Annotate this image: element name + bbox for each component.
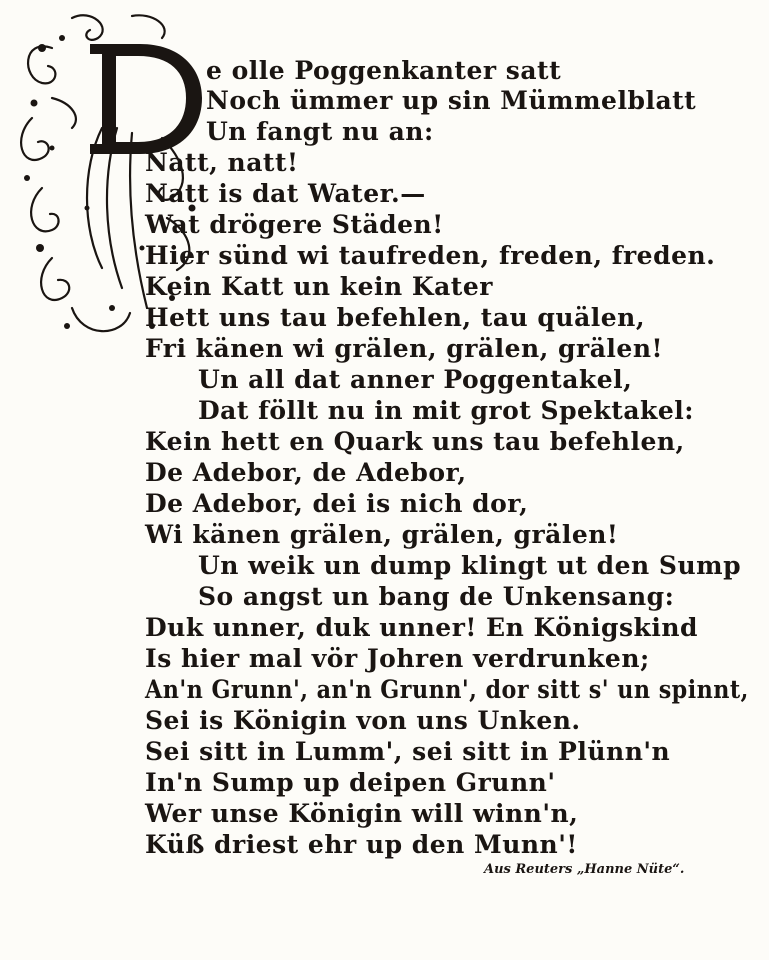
poem-line: So angst un bang de Unkensang: xyxy=(198,582,675,611)
poem-line: e olle Poggenkanter satt xyxy=(206,56,562,85)
poem-line: Natt is dat Water.— xyxy=(145,179,426,208)
poem-line: Un fangt nu an: xyxy=(206,117,434,146)
poem-line: Natt, natt! xyxy=(145,148,299,177)
poem-line: Hett uns tau befehlen, tau quälen, xyxy=(145,303,646,332)
poem-line: Wat drögere Städen! xyxy=(145,210,444,239)
poem-line: Un all dat anner Poggentakel, xyxy=(198,365,633,394)
poem-line: Kein Katt un kein Kater xyxy=(145,272,493,301)
poem-line: Un weik un dump klingt ut den Sump xyxy=(198,551,742,580)
poem-line: Hier sünd wi taufreden, freden, freden. xyxy=(145,241,716,270)
poem-line: Duk unner, duk unner! En Königskind xyxy=(145,613,699,642)
poem-line: Küß driest ehr up den Munn'! xyxy=(145,830,578,859)
poem-line: Wi känen grälen, grälen, grälen! xyxy=(145,520,619,549)
poem-line: Noch ümmer up sin Mümmelblatt xyxy=(206,86,697,115)
poem-line: In'n Sump up deipen Grunn' xyxy=(145,768,556,797)
poem-line: Is hier mal vör Johren verdrunken; xyxy=(145,644,650,673)
poem-line: Dat föllt nu in mit grot Spektakel: xyxy=(198,396,694,425)
attribution: Aus Reuters „Hanne Nüte“. xyxy=(484,862,685,877)
poem-line: De Adebor, de Adebor, xyxy=(145,458,467,487)
poem-line: De Adebor, dei is nich dor, xyxy=(145,489,529,518)
poem-line: Wer unse Königin will winn'n, xyxy=(145,799,579,828)
poem-line: Sei sitt in Lumm', sei sitt in Plünn'n xyxy=(145,737,671,766)
poem-line: An'n Grunn', an'n Grunn', dor sitt s' un spinnt, xyxy=(145,675,749,704)
poem-line: Fri känen wi grälen, grälen, grälen! xyxy=(145,334,663,363)
poem-line: Kein hett en Quark uns tau befehlen, xyxy=(145,427,685,456)
poem-line: Sei is Königin von uns Unken. xyxy=(145,706,581,735)
